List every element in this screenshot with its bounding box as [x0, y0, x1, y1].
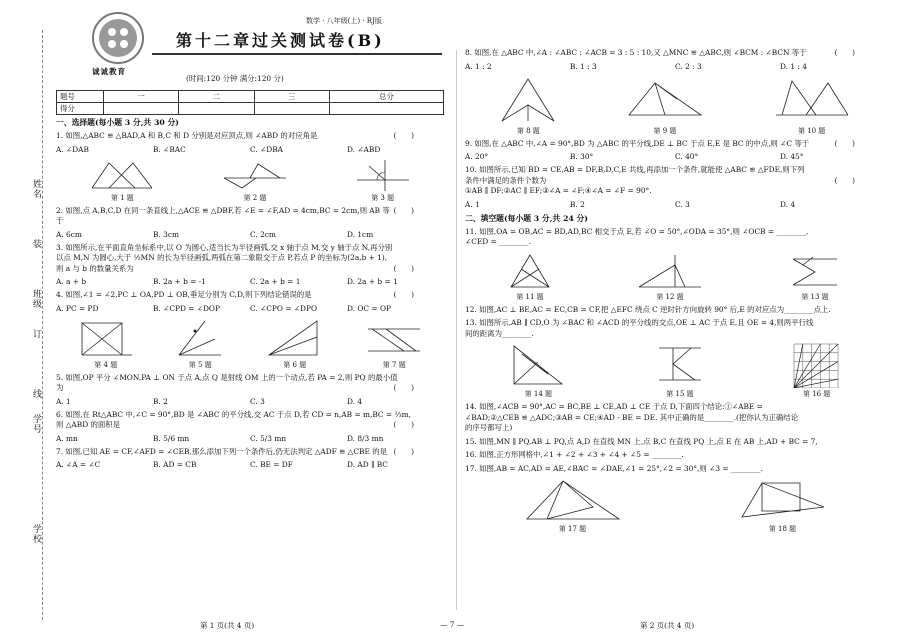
figure-12-drawing: [635, 251, 705, 291]
option-b: B. 1 : 3: [570, 61, 597, 71]
figure-14-drawing: [508, 342, 568, 388]
figure-15: [655, 342, 705, 399]
figure-3: [353, 158, 413, 203]
figure-caption: 第 2 题: [243, 193, 267, 202]
school-label: 学校: [33, 525, 43, 545]
option-d: D. 2a + b = 1: [347, 277, 398, 286]
figure-3-drawing: [353, 158, 413, 192]
figure-2-drawing: [220, 158, 290, 192]
question-text: 12. 如图,AC ⊥ BE,AC = EC,CB = CF,把 △EFC 绕点 C 逆时针方向旋转 90° 后,E 的对应点为________点上.: [465, 304, 831, 314]
option-c: C. 2cm: [250, 229, 276, 239]
option-d: D. 45°: [780, 152, 804, 161]
series-label: 数学 · 八年级(上) · RJ版: [306, 17, 382, 25]
stitch-mark: 订: [33, 330, 43, 340]
options-q10: [465, 200, 885, 210]
option-d: D. 1 : 4: [780, 61, 807, 71]
title-rule: [152, 53, 442, 55]
option-b: B. 2: [570, 199, 585, 209]
figure-11-drawing: [505, 251, 555, 291]
page-divider: [456, 50, 457, 610]
question-text: 则 a 与 b 的数量关系为: [56, 263, 134, 273]
question-12: [465, 305, 885, 316]
figure-15-drawing: [655, 342, 705, 388]
option-a: A. 1: [465, 199, 480, 209]
figure-13: [785, 251, 845, 302]
score-table-header: [57, 91, 444, 103]
option-d: D. 4: [347, 396, 363, 406]
page-footer-right: 第 2 页(共 4 页): [640, 621, 695, 630]
brand-emblem-icon: [90, 10, 146, 66]
question-11: [465, 227, 885, 248]
option-a: A. mn: [56, 433, 78, 443]
question-9: ( ) 9. 如图,在 △ABC 中,∠A = 90°,BD 为 △ABC 的平分线,DE ⊥ BC 于点 E,E 是 BC 的中点,则 ∠C 等于: [465, 138, 855, 148]
question-conditions: ①AB ∥ DF;②AC ∥ EF;③∠A = ∠F;④∠A = ∠F = 90°.: [465, 186, 652, 195]
option-a: A. a + b: [56, 277, 87, 286]
question-text: 3. 如图所示,在平面直角坐标系中,以 O 为圆心,适当长为半径画弧,交 x 轴于点 M,交 y 轴于点 N,再分别: [56, 242, 393, 252]
question-text: 8. 如图,在 △ABC 中,∠A : ∠ABC : ∠ACB = 3 : 5 : 10,又 △MNC ≌ △ABC,则 ∠BCM : ∠BCN 等于: [465, 48, 807, 57]
option-c: C. 3: [675, 199, 690, 209]
figure-16-drawing: [792, 342, 842, 388]
score-input-cell[interactable]: [254, 103, 329, 115]
options-q2: [56, 230, 444, 240]
student-id-label: 学号: [33, 415, 43, 435]
score-cell: 题号: [57, 91, 104, 103]
figure-17-drawing: [523, 477, 623, 523]
option-c: C. ∠CPO = ∠DPO: [250, 303, 318, 313]
figure-caption: 第 5 题: [188, 360, 212, 369]
figures-row-6: [465, 477, 885, 534]
option-c: C. 2a + b = 1: [250, 277, 301, 286]
question-4: ( ) 4. 如图,∠1 = ∠2,PC ⊥ OA,PD ⊥ OB,垂足分别为 C,D,则下列结论错误的是: [56, 290, 414, 299]
binding-margin: [0, 0, 48, 636]
question-text: ∠BAD;②△CEB ≌ △ADC;③AB = CE;④AD - BE = DE. 其中正确的是________.(把你认为正确结论: [465, 412, 799, 422]
figure-caption: 第 13 题: [801, 292, 829, 301]
score-input-cell[interactable]: [329, 103, 443, 115]
option-b: B. 5/6 mn: [153, 433, 190, 443]
name-label: 姓名: [33, 180, 43, 200]
figures-row-2: [56, 317, 444, 370]
figure-8-drawing: [498, 75, 558, 125]
options-q9: [465, 152, 885, 162]
option-b: B. 3cm: [153, 229, 179, 239]
question-17: [465, 464, 885, 475]
question-8: ( ) 8. 如图,在 △ABC 中,∠A : ∠ABC : ∠ACB = 3 : 5 : 10,又 △MNC ≌ △ABC,则 ∠BCM : ∠BCN 等于: [465, 48, 855, 57]
figure-caption: 第 7 题: [382, 360, 406, 369]
figure-caption: 第 16 题: [802, 390, 831, 398]
brand-name: 诚诚教育: [92, 67, 126, 76]
line-mark: 线: [33, 390, 43, 400]
question-text: ∠CED = ________.: [465, 237, 531, 246]
question-1: ( ) 1. 如图,△ABC ≌ △BAD,A 和 B,C 和 D 分别是对应顶点,则 ∠ABD 的对应角是: [56, 131, 414, 140]
figure-caption: 第 1 题: [110, 193, 134, 202]
figure-6-drawing: [265, 317, 325, 359]
figure-7: [364, 317, 424, 370]
option-a: A. 6cm: [56, 229, 82, 239]
option-c: C. ∠DBA: [250, 144, 283, 154]
question-7: ( ) 7. 如图,已知 AE = CF,∠AFD = ∠CEB,那么添加下列一个条件后,仍无法判定 △ADF ≌ △CBE 的是: [56, 446, 414, 456]
question-text: 间的距离为________.: [465, 328, 534, 338]
figure-6: [265, 317, 325, 370]
question-text: 5. 如图,OP 平分 ∠MON,PA ⊥ ON 于点 A,点 Q 是射线 OM 上的一个动点,若 PA = 2,则 PQ 的最小值: [56, 372, 398, 382]
option-a: A. ∠DAB: [56, 144, 89, 154]
options-q1: [56, 145, 444, 155]
question-text: 11. 如图,OA = OB,AC = BD,AD,BC 相交于点 E,若 ∠O = 50°,∠ODA = 35°,则 ∠OCB = ________,: [465, 226, 809, 236]
question-10: 10. 如图所示,已知 BD = CE,AB = DF,B,D,C,E 共线,再添加一个条件,就能使 △ABC ≌ △FDE,则下列 ( ) 条件中满足的条件个数为 ①AB ∥ DF;②AC ∥ EF;③∠A = ∠F;④∠A = ∠F = 90°.: [465, 165, 885, 197]
left-page: [56, 8, 444, 618]
question-text: 4. 如图,∠1 = ∠2,PC ⊥ OA,PD ⊥ OB,垂足分别为 C,D,则下列结论错误的是: [56, 290, 312, 299]
option-c: C. 3: [250, 396, 265, 406]
page-footer-left: 第 1 页(共 4 页): [200, 621, 255, 630]
options-q6: [56, 434, 444, 444]
figure-9: [625, 75, 705, 136]
figure-caption: 第 4 题: [94, 360, 118, 369]
option-b: B. ∠CPD = ∠DOP: [153, 303, 220, 313]
figure-caption: 第 9 题: [653, 126, 677, 135]
figure-caption: 第 15 题: [666, 390, 694, 398]
bind-mark: 装: [33, 240, 43, 250]
question-text: 14. 如图,∠ACB = 90°,AC = BC,BE ⊥ CE,AD ⊥ CE 于点 D,下面四个结论:①∠ABE =: [465, 402, 763, 411]
score-cell: 三: [254, 91, 329, 103]
option-d: D. 4: [780, 199, 796, 209]
question-text: 6. 如图,在 Rt△ABC 中,∠C = 90°,BD 是 ∠ABC 的平分线,交 AC 于点 D,若 CD = n,AB = m,BC = ⅔m,: [56, 409, 411, 419]
figure-caption: 第 3 题: [371, 193, 395, 202]
question-text: 9. 如图,在 △ABC 中,∠A = 90°,BD 为 △ABC 的平分线,DE ⊥ BC 于点 E,E 是 BC 的中点,则 ∠C 等于: [465, 138, 810, 148]
figure-caption: 第 12 题: [656, 292, 684, 301]
exam-title: 第十二章过关测试卷(B): [176, 31, 385, 50]
option-d: D. OC = OP: [347, 303, 391, 313]
options-q4: [56, 304, 444, 314]
option-c: C. 5/3 mn: [250, 433, 287, 443]
figure-4: [76, 317, 136, 370]
question-text: 16. 如图,正方形网格中,∠1 + ∠2 + ∠3 + ∠4 + ∠5 = ________.: [465, 450, 684, 459]
figure-16: [792, 342, 842, 399]
question-text: 2. 如图,点 A,B,C,D 在同一条直线上,△ACE ≌ △DBF,若 ∠E = ∠F,AD = 4cm,BC = 2cm,则 AB 等于: [56, 205, 390, 225]
options-q3: [56, 277, 444, 287]
question-13: [465, 318, 885, 339]
figure-4-drawing: [76, 317, 136, 359]
page-number: — 7 —: [440, 620, 465, 629]
score-cell: 总分: [329, 91, 443, 103]
option-d: D. ∠ABD: [347, 144, 381, 154]
option-d: D. AD ∥ BC: [347, 460, 388, 469]
question-text: 的序号都写上): [465, 423, 513, 432]
figure-1: [87, 158, 157, 203]
score-cell: 得分: [57, 103, 104, 115]
question-text: 17. 如图,AB = AC,AD = AE,∠BAC = ∠DAE,∠1 = 25°,∠2 = 30°,则 ∠3 = ________.: [465, 463, 763, 473]
figure-10: [772, 75, 852, 136]
option-c: C. 40°: [675, 152, 699, 161]
figure-caption: 第 14 题: [524, 390, 552, 398]
figure-13-drawing: [785, 251, 845, 291]
score-input-cell[interactable]: [179, 103, 254, 115]
question-text: 1. 如图,△ABC ≌ △BAD,A 和 B,C 和 D 分别是对应顶点,则 ∠ABD 的对应角是: [56, 131, 318, 140]
question-text: 为: [56, 383, 64, 392]
figure-17: [523, 477, 623, 534]
figure-caption: 第 11 题: [516, 292, 544, 301]
figure-8: [498, 75, 558, 136]
options-q5: [56, 397, 444, 407]
figures-row-4: [465, 251, 885, 302]
figure-5: [175, 317, 225, 370]
option-c: C. 2 : 3: [675, 61, 702, 71]
figure-18-drawing: [738, 477, 828, 523]
figure-caption: 第 17 题: [558, 525, 587, 533]
figures-row-1: [56, 158, 444, 203]
question-16: [465, 450, 885, 461]
question-text: 以点 M,N 为圆心,大于 ½MN 的长为半径画弧,两弧在第二象限交于点 P,若点 P 的坐标为(2a,b + 1),: [56, 253, 388, 262]
question-text: 13. 如图所示,AB ∥ CD,O 为 ∠BAC 和 ∠ACD 的平分线的交点,OE ⊥ AC 于点 E,且 OE = 4,则两平行线: [465, 318, 814, 327]
figure-2: [220, 158, 290, 203]
figure-9-drawing: [625, 75, 705, 125]
question-text: 15. 如图,MN ∥ PQ,AB ⊥ PQ,点 A,D 在直线 MN 上,点 B,C 在直线 PQ 上,点 E 在 AB 上,AD + BC = 7,: [465, 436, 818, 446]
option-a: A. 20°: [465, 152, 489, 161]
option-b: B. 2a + b = -1: [153, 277, 206, 286]
figure-7-drawing: [364, 317, 424, 359]
score-cell: 一: [104, 91, 179, 103]
figure-1-drawing: [87, 158, 157, 192]
question-text: 7. 如图,已知 AE = CF,∠AFD = ∠CEB,那么添加下列一个条件后,仍无法判定 △ADF ≌ △CBE 的是: [56, 446, 387, 456]
class-label: 班级: [33, 290, 43, 310]
option-d: D. 8/3 mn: [347, 433, 384, 443]
option-a: A. PC = PD: [56, 303, 99, 313]
exam-meta: (时间:120 分钟 满分:120 分): [186, 74, 284, 83]
option-c: C. BE = DF: [250, 460, 293, 469]
question-2: ( ) 2. 如图,点 A,B,C,D 在同一条直线上,△ACE ≌ △DBF,若 ∠E = ∠F,AD = 4cm,BC = 2cm,则 AB 等于: [56, 205, 414, 225]
score-input-cell[interactable]: [104, 103, 179, 115]
option-b: B. AD = CB: [153, 460, 197, 469]
exam-header: [56, 8, 444, 88]
question-3: 3. 如图所示,在平面直角坐标系中,以 O 为圆心,适当长为半径画弧,交 x 轴于点 M,交 y 轴于点 N,再分别 以点 M,N 为圆心,大于 ½MN 的长为半径画弧,两弧在第二象限交于点 P,若点 P 的坐标为(2a,b + 1), ( ) 则 a 与 b 的数量关系为: [56, 243, 444, 275]
question-15: [465, 437, 885, 448]
section-heading: 二、填空题(每小题 3 分,共 24 分): [465, 213, 588, 223]
option-a: A. 1 : 2: [465, 61, 492, 71]
option-b: B. 2: [153, 396, 168, 406]
score-table-row: [57, 103, 444, 115]
option-d: D. 1cm: [347, 229, 374, 239]
option-b: B. 30°: [570, 152, 594, 161]
options-q7: [56, 460, 444, 470]
question-6: 6. 如图,在 Rt△ABC 中,∠C = 90°,BD 是 ∠ABC 的平分线,交 AC 于点 D,若 CD = n,AB = m,BC = ⅔m, ( ) 则 △ABD 的面积是: [56, 410, 444, 431]
figure-11: [505, 251, 555, 302]
question-text: 条件中满足的条件个数为: [465, 175, 547, 185]
figures-row-5: [465, 342, 885, 399]
figures-row-3: [465, 75, 885, 136]
question-14: [465, 402, 885, 434]
option-a: A. 1: [56, 396, 71, 406]
right-page: [465, 48, 885, 618]
figure-caption: 第 6 题: [283, 360, 307, 369]
question-text: 10. 如图所示,已知 BD = CE,AB = DF,B,D,C,E 共线,再添加一个条件,就能使 △ABC ≌ △FDE,则下列: [465, 165, 805, 174]
question-5: 5. 如图,OP 平分 ∠MON,PA ⊥ ON 于点 A,点 Q 是射线 OM 上的一个动点,若 PA = 2,则 PQ 的最小值 ( ) 为: [56, 373, 444, 394]
figure-caption: 第 10 题: [797, 126, 826, 135]
figure-18: [738, 477, 828, 534]
question-text: 则 △ABD 的面积是: [56, 420, 121, 429]
figure-10-drawing: [772, 75, 852, 125]
option-b: B. ∠BAC: [153, 144, 186, 154]
section-heading: 一、选择题(每小题 3 分,共 30 分): [56, 118, 179, 127]
figure-14: [508, 342, 568, 399]
figure-12: [635, 251, 705, 302]
option-a: A. ∠A = ∠C: [56, 460, 101, 469]
figure-caption: 第 8 题: [516, 126, 540, 135]
options-q8: [465, 62, 885, 72]
figure-5-drawing: [175, 317, 225, 359]
figure-caption: 第 18 题: [768, 525, 797, 533]
score-table: [56, 90, 444, 115]
score-cell: 二: [179, 91, 254, 103]
